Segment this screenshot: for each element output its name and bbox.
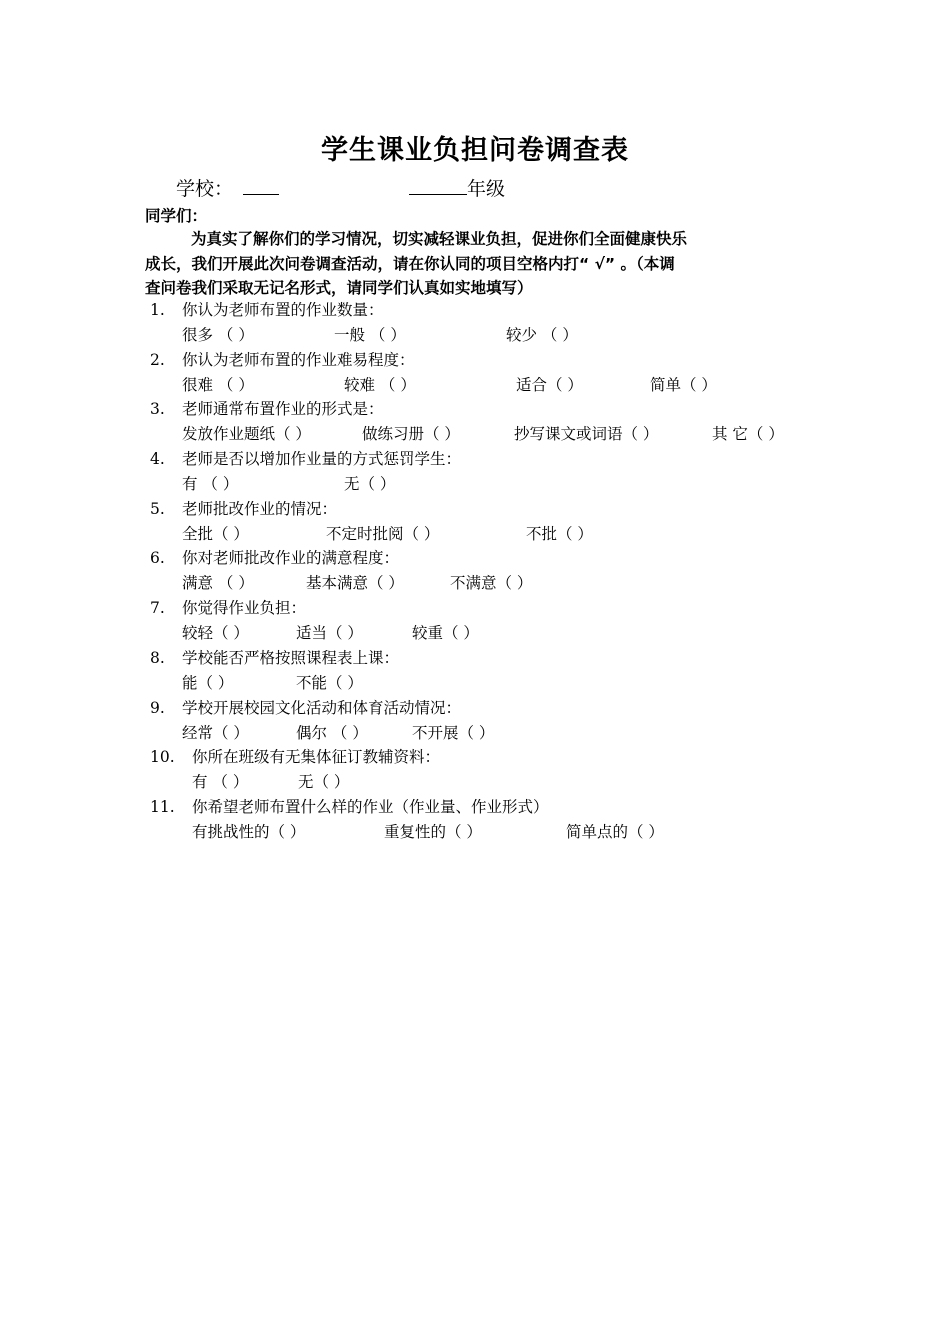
question-number: 4. [150,450,165,469]
option-choice[interactable]: 简单（ ） [650,375,717,394]
question-number: 8. [150,648,165,667]
question-4 [150,447,830,497]
question-number: 6. [150,549,165,568]
question-number: 11. [150,797,175,816]
school-grade-line [176,174,505,201]
option-choice[interactable]: 不满意（ ） [450,574,533,593]
option-choice[interactable]: 不开展（ ） [412,723,495,742]
question-6 [150,546,830,596]
question-text: 你认为老师布置的作业难易程度： [182,350,415,369]
intro-paragraph [145,227,810,301]
question-1 [150,298,830,348]
question-10 [150,745,830,795]
grade-label: 年级 [467,178,506,200]
option-choice[interactable]: 经常（ ） [182,723,249,742]
option-choice[interactable]: 不批（ ） [526,524,593,543]
question-number: 1. [150,301,165,319]
option-choice[interactable]: 较少 （ ） [506,326,578,344]
option-choice[interactable]: 较轻（ ） [182,624,249,643]
option-choice[interactable]: 简单点的（ ） [566,822,664,841]
option-choice[interactable]: 无（ ） [344,475,396,494]
question-text: 你觉得作业负担： [182,599,307,618]
question-number: 2. [150,350,165,369]
question-3 [150,397,830,447]
question-text: 你所在班级有无集体征订教辅资料： [192,748,441,767]
option-choice[interactable]: 较难 （ ） [344,375,416,394]
option-choice[interactable]: 适当（ ） [296,624,363,643]
option-choice[interactable]: 满意 （ ） [182,574,254,593]
question-list [150,298,830,845]
question-text: 你对老师批改作业的满意程度： [182,549,400,568]
question-5 [150,497,830,547]
question-7 [150,596,830,646]
intro-line: 为真实了解你们的学习情况，切实减轻课业负担，促进你们全面健康快乐 [191,230,688,248]
option-choice[interactable]: 做练习册（ ） [362,425,460,444]
question-text: 老师批改作业的情况： [182,499,338,518]
option-choice[interactable]: 很多 （ ） [182,326,254,344]
school-blank[interactable] [243,176,279,195]
intro-line: 查问卷我们采取无记名形式，请同学们认真如实地填写） [145,279,533,297]
school-label: 学校： [176,178,234,200]
option-choice[interactable]: 很难 （ ） [182,375,254,394]
question-text: 学校开展校园文化活动和体育活动情况： [182,698,462,717]
option-choice[interactable]: 较重（ ） [412,624,479,643]
greeting: 同学们： [145,207,208,225]
option-choice[interactable]: 全批（ ） [182,524,249,543]
option-choice[interactable]: 不定时批阅（ ） [326,524,440,543]
question-text: 老师通常布置作业的形式是： [182,400,384,419]
question-number: 7. [150,599,165,618]
question-9 [150,696,830,746]
option-choice[interactable]: 发放作业题纸（ ） [182,425,311,444]
option-choice[interactable]: 有 （ ） [182,475,239,494]
question-text: 学校能否严格按照课程表上课： [182,648,400,667]
option-choice[interactable]: 偶尔 （ ） [296,723,368,742]
option-choice[interactable]: 其 它（ ） [712,425,784,444]
question-text: 你希望老师布置什么样的作业（作业量、作业形式） [192,797,549,816]
option-choice[interactable]: 不能（ ） [296,673,363,692]
option-choice[interactable]: 一般 （ ） [334,326,406,344]
option-choice[interactable]: 能（ ） [182,673,234,692]
question-2 [150,348,830,398]
grade-blank[interactable] [409,176,467,195]
question-number: 9. [150,698,165,717]
question-text: 你认为老师布置的作业数量： [182,301,384,319]
question-number: 10. [150,748,175,767]
option-choice[interactable]: 重复性的（ ） [384,822,482,841]
question-11 [150,795,830,845]
question-8 [150,646,830,696]
question-text: 老师是否以增加作业量的方式惩罚学生： [182,450,462,469]
page-title: 学生课业负担问卷调查表 [321,135,629,166]
option-choice[interactable]: 有挑战性的（ ） [192,822,306,841]
option-choice[interactable]: 无（ ） [298,773,350,792]
question-number: 5. [150,499,165,518]
question-number: 3. [150,400,165,419]
option-choice[interactable]: 适合（ ） [516,375,583,394]
option-choice[interactable]: 抄写课文或词语（ ） [514,425,659,444]
option-choice[interactable]: 基本满意（ ） [306,574,404,593]
option-choice[interactable]: 有 （ ） [192,773,249,792]
intro-line: 成长，我们开展此次问卷调查活动，请在你认同的项目空格内打“ √” 。（本调 [145,254,675,273]
